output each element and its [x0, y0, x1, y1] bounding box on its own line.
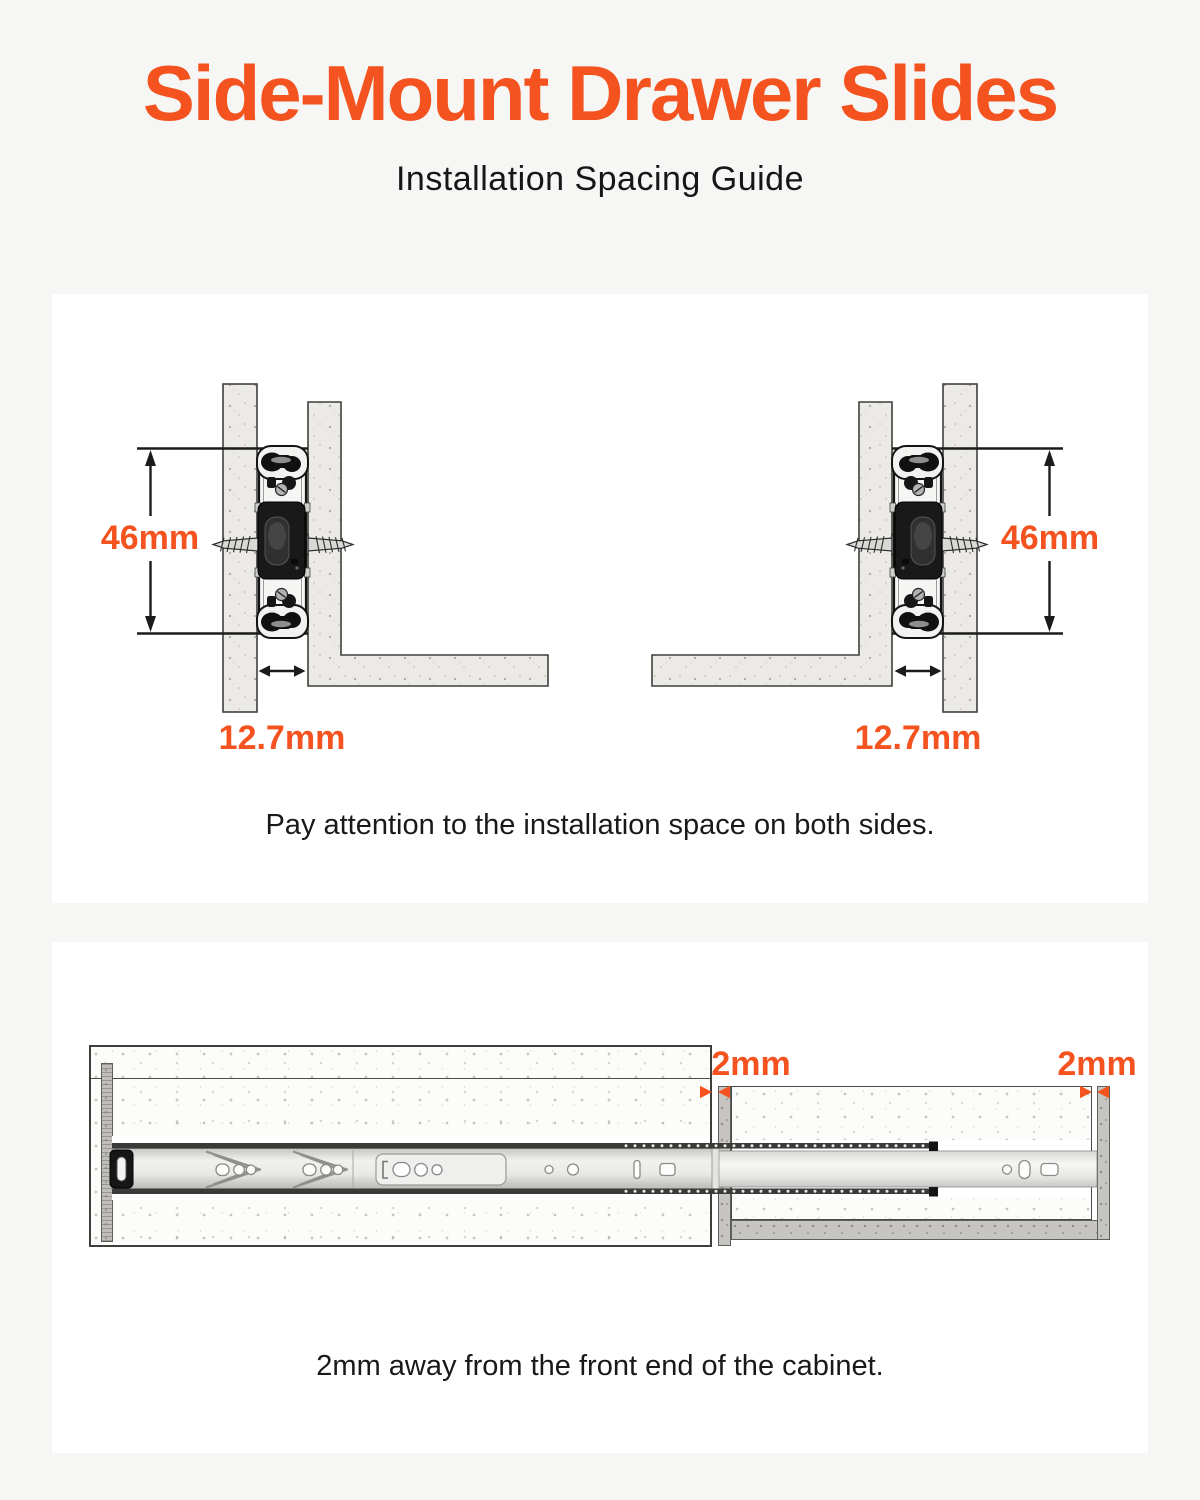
- page-title: Side-Mount Drawer Slides: [142, 49, 1058, 137]
- drawer-front-gap-label: 2mm: [1057, 1045, 1137, 1083]
- drawer-bottom-panel: [731, 1220, 1110, 1240]
- spacing-diagram-right: [600, 0, 1200, 910]
- spacing-panel-caption: Pay attention to the installation space on both sides.: [265, 809, 935, 841]
- height-dimension-label-right: 46mm: [1000, 519, 1100, 557]
- page-subtitle: Installation Spacing Guide: [395, 160, 805, 198]
- drawer-slide-rail: [89, 1130, 1110, 1210]
- cabinet-front-gap-arrows: [696, 1082, 736, 1102]
- extension-panel-caption: 2mm away from the front end of the cabinet.: [316, 1350, 884, 1382]
- cabinet-top-panel-line: [91, 1045, 710, 1079]
- drawer-front-gap-arrows: [1076, 1082, 1114, 1102]
- adjustment-plate: [376, 1154, 506, 1185]
- spacing-diagram-left: [0, 0, 600, 910]
- rail-end-cap: [110, 1150, 133, 1188]
- height-dimension-label-left: 46mm: [100, 519, 200, 557]
- side-gap-dimension-label-right: 12.7mm: [854, 719, 982, 757]
- roller-block: [255, 502, 310, 579]
- side-gap-dimension-label-left: 12.7mm: [218, 719, 346, 757]
- cabinet-front-gap-label: 2mm: [711, 1045, 791, 1083]
